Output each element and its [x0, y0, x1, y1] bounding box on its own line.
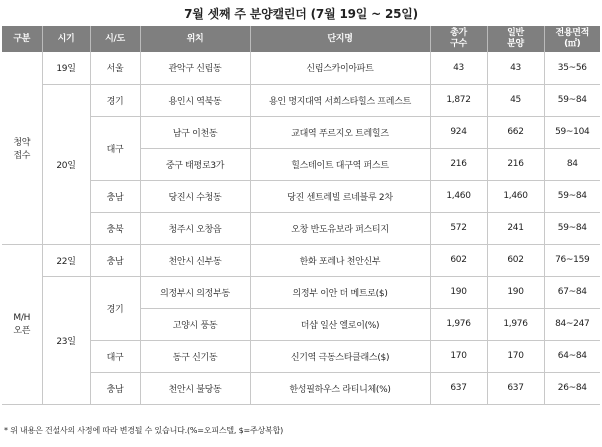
- area-cell: 64~84: [544, 340, 600, 372]
- date-cell: 19일: [42, 52, 90, 84]
- general-sale-cell: 241: [487, 212, 544, 244]
- table-row: [2, 372, 600, 404]
- location-cell: 의정부시 의정부동: [140, 276, 250, 308]
- header-category: 구분: [2, 26, 42, 52]
- group-model-house-line1: M/H: [13, 312, 31, 323]
- table-row: [2, 52, 600, 84]
- header-general-sale-line2: 분양: [507, 39, 524, 49]
- complex-cell: 오창 반도유보라 퍼스티지: [250, 212, 430, 244]
- date-cell: 22일: [42, 244, 90, 276]
- region-cell: 충북: [90, 212, 140, 244]
- general-sale-cell: 1,976: [487, 308, 544, 340]
- table-row: [2, 340, 600, 372]
- complex-cell: 의정부 이안 더 메트로($): [250, 276, 430, 308]
- header-region: 시/도: [90, 26, 140, 52]
- total-units-cell: 43: [430, 52, 487, 84]
- header-location: 위치: [140, 26, 250, 52]
- complex-cell: 한성필하우스 라티니체(%): [250, 372, 430, 404]
- table-row: [2, 116, 600, 148]
- header-general-sale: [487, 26, 544, 52]
- general-sale-cell: 216: [487, 148, 544, 180]
- location-cell: 용인시 역북동: [140, 84, 250, 116]
- area-cell: 26~84: [544, 372, 600, 404]
- table-row: [2, 84, 600, 116]
- general-sale-cell: 45: [487, 84, 544, 116]
- general-sale-cell: 1,460: [487, 180, 544, 212]
- location-cell: 천안시 불당동: [140, 372, 250, 404]
- area-cell: 84~247: [544, 308, 600, 340]
- total-units-cell: 1,872: [430, 84, 487, 116]
- location-cell: 당진시 수청동: [140, 180, 250, 212]
- total-units-cell: 1,976: [430, 308, 487, 340]
- header-general-sale-line1: 일반: [507, 28, 524, 38]
- location-cell: 동구 신기동: [140, 340, 250, 372]
- header-complex: 단지명: [250, 26, 430, 52]
- total-units-cell: 1,460: [430, 180, 487, 212]
- date-cell: 20일: [42, 84, 90, 244]
- header-area-line1: 전용면적: [555, 28, 590, 38]
- location-cell: 관악구 신림동: [140, 52, 250, 84]
- region-cell: 충남: [90, 180, 140, 212]
- group-subscription: [2, 52, 42, 244]
- location-cell: 청주시 오창읍: [140, 212, 250, 244]
- group-subscription-line2: 접수: [13, 150, 31, 161]
- area-cell: 35~56: [544, 52, 600, 84]
- date-cell: 23일: [42, 276, 90, 404]
- header-date: 시기: [42, 26, 90, 52]
- table-row: [2, 180, 600, 212]
- complex-cell: 신림스카이아파트: [250, 52, 430, 84]
- complex-cell: 한화 포레나 천안신부: [250, 244, 430, 276]
- general-sale-cell: 43: [487, 52, 544, 84]
- general-sale-cell: 637: [487, 372, 544, 404]
- area-cell: 59~104: [544, 116, 600, 148]
- general-sale-cell: 602: [487, 244, 544, 276]
- region-cell: 충남: [90, 372, 140, 404]
- general-sale-cell: 662: [487, 116, 544, 148]
- total-units-cell: 924: [430, 116, 487, 148]
- table-row: [2, 244, 600, 276]
- table-row: [2, 212, 600, 244]
- general-sale-cell: 170: [487, 340, 544, 372]
- total-units-cell: 216: [430, 148, 487, 180]
- complex-cell: 당진 센트레빌 르네블루 2차: [250, 180, 430, 212]
- header-total-units-line2: 구수: [450, 39, 467, 49]
- complex-cell: 신기역 극동스타클래스($): [250, 340, 430, 372]
- schedule-table: [2, 26, 600, 405]
- header-area: [544, 26, 600, 52]
- group-subscription-line1: 청약: [13, 137, 31, 148]
- complex-cell: 더샵 일산 엘로이(%): [250, 308, 430, 340]
- area-cell: 59~84: [544, 84, 600, 116]
- area-cell: 59~84: [544, 212, 600, 244]
- complex-cell: 용인 명지대역 서희스타힐스 프레스트: [250, 84, 430, 116]
- location-cell: 중구 태평로3가: [140, 148, 250, 180]
- location-cell: 남구 이천동: [140, 116, 250, 148]
- area-cell: 76~159: [544, 244, 600, 276]
- total-units-cell: 170: [430, 340, 487, 372]
- complex-cell: 교대역 푸르지오 트레힐즈: [250, 116, 430, 148]
- header-total-units: [430, 26, 487, 52]
- region-cell: 충남: [90, 244, 140, 276]
- region-cell: 경기: [90, 276, 140, 340]
- area-cell: 67~84: [544, 276, 600, 308]
- region-cell: 대구: [90, 116, 140, 180]
- total-units-cell: 602: [430, 244, 487, 276]
- general-sale-cell: 190: [487, 276, 544, 308]
- total-units-cell: 637: [430, 372, 487, 404]
- total-units-cell: 572: [430, 212, 487, 244]
- location-cell: 고양시 풍동: [140, 308, 250, 340]
- location-cell: 천안시 신부동: [140, 244, 250, 276]
- region-cell: 서울: [90, 52, 140, 84]
- footnote: * 위 내용은 건설사의 사정에 따라 변경될 수 있습니다.(%=오피스텔, $=주상복합): [4, 426, 284, 435]
- group-model-house-line2: 오픈: [13, 325, 31, 336]
- region-cell: 경기: [90, 84, 140, 116]
- header-area-line2: (㎡): [564, 39, 581, 49]
- complex-cell: 힐스테이트 대구역 퍼스트: [250, 148, 430, 180]
- total-units-cell: 190: [430, 276, 487, 308]
- page-title: 7월 셋째 주 분양캘린더 (7월 19일 ~ 25일): [184, 7, 418, 21]
- group-model-house: [2, 244, 42, 404]
- region-cell: 대구: [90, 340, 140, 372]
- area-cell: 59~84: [544, 180, 600, 212]
- table-header-row: [2, 26, 600, 52]
- area-cell: 84: [544, 148, 600, 180]
- header-total-units-line1: 총가: [450, 28, 467, 38]
- table-row: [2, 276, 600, 308]
